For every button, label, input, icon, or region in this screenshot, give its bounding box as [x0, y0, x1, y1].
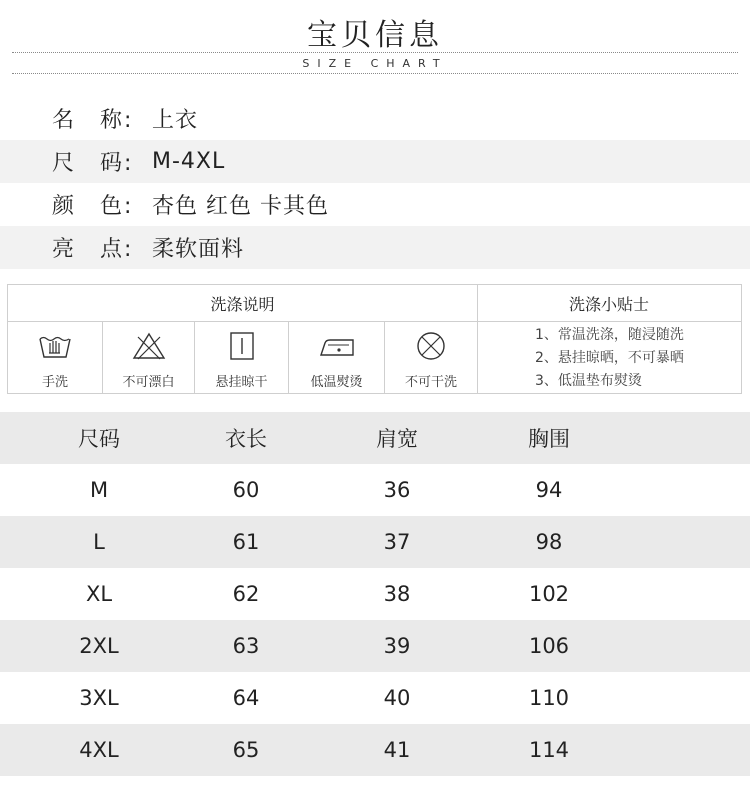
care-item-no-dry-clean — [385, 322, 477, 394]
table-cell: 94 — [535, 478, 563, 502]
table-cell: 63 — [232, 634, 260, 658]
tips-title: 洗涤小贴士 — [568, 294, 649, 314]
table-row — [0, 620, 750, 672]
table-cell: 114 — [528, 738, 570, 762]
table-cell: 61 — [232, 530, 260, 554]
care-item-hand-wash — [8, 322, 102, 394]
table-cell: 98 — [535, 530, 563, 554]
info-row-size — [0, 140, 750, 183]
care-instructions-box — [7, 284, 742, 394]
hand-wash-icon — [37, 331, 73, 361]
care-item-label: 手洗 — [41, 375, 68, 390]
table-cell: 64 — [232, 686, 260, 710]
dotted-divider — [12, 52, 738, 53]
info-row-highlight — [0, 226, 750, 269]
hang-dry-icon — [224, 331, 260, 361]
table-cell: 106 — [528, 634, 570, 658]
table-cell: 110 — [528, 686, 570, 710]
info-value: 上衣 — [152, 108, 199, 133]
table-cell: 62 — [232, 582, 260, 606]
info-value: 柔软面料 — [152, 237, 245, 262]
table-header: 胸围 — [528, 427, 570, 451]
table-row — [0, 724, 750, 776]
table-cell: 41 — [383, 738, 411, 762]
table-cell: 60 — [232, 478, 260, 502]
table-cell: 39 — [383, 634, 411, 658]
info-value: 杏色 红色 卡其色 — [152, 194, 329, 219]
table-cell: 37 — [383, 530, 411, 554]
table-row — [0, 516, 750, 568]
care-item-label: 低温熨烫 — [310, 375, 363, 390]
table-header-row — [0, 412, 750, 464]
table-row — [0, 568, 750, 620]
info-label: 亮 点: — [52, 237, 134, 262]
care-column-divider — [477, 285, 478, 393]
table-row — [0, 464, 750, 516]
size-chart-table — [0, 412, 750, 776]
table-cell: 3XL — [79, 686, 119, 710]
care-title: 洗涤说明 — [210, 294, 275, 314]
table-cell: 65 — [232, 738, 260, 762]
low-iron-icon — [319, 331, 355, 361]
care-tip: 3、低温垫布熨烫 — [535, 373, 642, 389]
info-row-color — [0, 183, 750, 226]
table-cell: 40 — [383, 686, 411, 710]
table-cell: 36 — [383, 478, 411, 502]
table-cell: 102 — [528, 582, 570, 606]
no-bleach-icon — [131, 331, 167, 361]
info-label: 尺 码: — [52, 151, 134, 176]
table-header: 肩宽 — [376, 427, 418, 451]
table-cell: 4XL — [79, 738, 119, 762]
care-item-label: 不可漂白 — [122, 375, 175, 390]
care-item-label: 不可干洗 — [404, 375, 457, 390]
care-tip: 1、常温洗涤，随浸随洗 — [535, 327, 684, 343]
care-item-hang-dry — [195, 322, 288, 394]
table-header: 衣长 — [225, 427, 267, 451]
table-cell: L — [93, 530, 105, 554]
care-tips-list — [535, 324, 735, 393]
table-header: 尺码 — [78, 427, 120, 451]
info-label: 名 称: — [52, 108, 134, 133]
care-item-low-iron — [289, 322, 384, 394]
care-item-no-bleach — [103, 322, 194, 394]
no-dry-clean-icon — [413, 331, 449, 361]
table-cell: XL — [85, 582, 113, 606]
care-item-label: 悬挂晾干 — [215, 375, 268, 390]
table-cell: 38 — [383, 582, 411, 606]
info-row-name — [0, 97, 750, 140]
page-title: 宝贝信息 — [307, 18, 443, 53]
product-info-list — [0, 97, 750, 269]
dotted-divider — [12, 73, 738, 74]
table-cell: 2XL — [79, 634, 119, 658]
info-label: 颜 色: — [52, 194, 134, 219]
care-tip: 2、悬挂晾晒，不可暴晒 — [535, 350, 684, 366]
info-value: M-4XL — [152, 149, 226, 174]
page-subtitle: SIZE CHART — [302, 57, 448, 70]
table-row — [0, 672, 750, 724]
table-cell: M — [89, 478, 109, 502]
